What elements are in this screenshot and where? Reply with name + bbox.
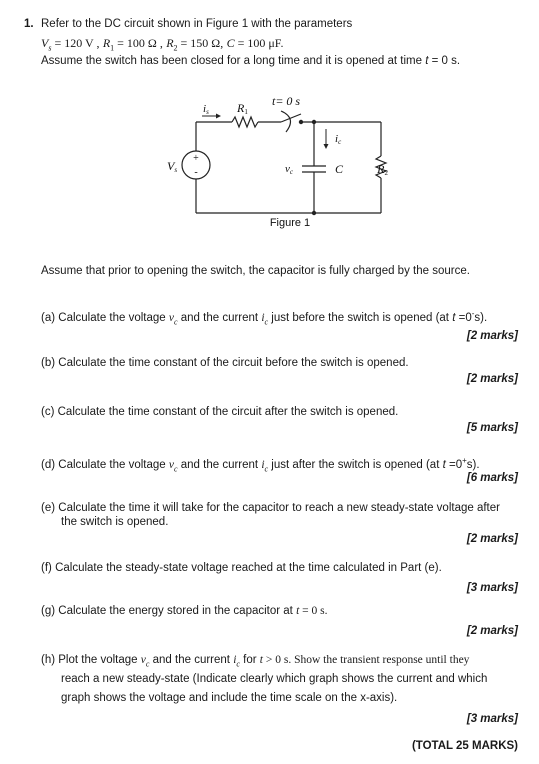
part-h-marks: [3 marks] bbox=[466, 713, 518, 725]
param-r2-value: = 150 Ω, bbox=[177, 36, 224, 50]
part-d-marks: [6 marks] bbox=[466, 472, 518, 484]
figure-caption: Figure 1 bbox=[269, 217, 311, 229]
part-h-line2: reach a new steady-state (Indicate clearly which graph shows the current and which bbox=[61, 673, 488, 685]
part-f-marks: [3 marks] bbox=[466, 582, 518, 594]
param-c-value: = 100 μF. bbox=[234, 36, 284, 50]
part-g: (g) Calculate the energy stored in the capacitor at t = 0 s. bbox=[41, 605, 328, 617]
part-b-label: (b) bbox=[41, 357, 56, 369]
part-c: (c) Calculate the time constant of the circuit after the switch is opened. bbox=[41, 406, 399, 418]
question-intro: Refer to the DC circuit shown in Figure 1 with the parameters bbox=[41, 18, 353, 30]
circuit-figure bbox=[150, 90, 390, 235]
prior-assumption: Assume that prior to opening the switch, the capacitor is fully charged by the source. bbox=[41, 265, 470, 277]
ic-label: ic bbox=[335, 133, 342, 146]
part-b-marks: [2 marks] bbox=[466, 373, 518, 385]
resistor-r1 bbox=[232, 117, 258, 127]
part-c-label: (c) bbox=[41, 406, 55, 418]
ic-arrow-head bbox=[324, 144, 329, 149]
part-a-marks: [2 marks] bbox=[466, 330, 518, 342]
part-d-label: (d) bbox=[41, 458, 56, 471]
vs-label: Vs bbox=[167, 159, 178, 174]
switch-time-label: t= 0 s bbox=[272, 94, 301, 108]
part-a: (a) Calculate the voltage $v_c$ and the current $i_c$ just before the switch is opened (at t =0-s). bbox=[41, 309, 488, 327]
r2-label: R2 bbox=[377, 162, 388, 177]
part-e-marks: [2 marks] bbox=[466, 533, 518, 545]
part-d: (d) Calculate the voltage $v_c$ and the current $i_c$ just after the switch is opened (at t =0+s). bbox=[41, 456, 480, 474]
question-number: 1. bbox=[24, 18, 34, 30]
part-a-label: (a) bbox=[41, 311, 56, 324]
top-junction-node bbox=[312, 120, 316, 124]
is-arrow-head bbox=[216, 114, 221, 119]
part-g-label: (g) bbox=[41, 605, 56, 617]
part-h: (h) Plot the voltage $v_c$ and the current $i_c$ for t > 0 s. Show the transient response until they bbox=[41, 654, 470, 669]
vc-label: vc bbox=[285, 163, 293, 176]
c-label: C bbox=[335, 162, 344, 176]
param-vs-value: = 120 V , bbox=[51, 36, 100, 50]
param-r1-value: = 100 Ω , bbox=[114, 36, 163, 50]
part-g-marks: [2 marks] bbox=[466, 625, 518, 637]
is-label: is bbox=[203, 103, 209, 116]
switch-assumption: Assume the switch has been closed for a long time and it is opened at time t = 0 s. bbox=[41, 55, 461, 67]
part-c-marks: [5 marks] bbox=[466, 422, 518, 434]
param-c: C bbox=[226, 36, 235, 50]
source-plus-sign: + bbox=[193, 153, 199, 164]
switch-contact-node bbox=[299, 120, 303, 124]
part-e-label: (e) bbox=[41, 502, 56, 514]
total-marks: (TOTAL 25 MARKS) bbox=[411, 740, 518, 752]
source-minus-sign: - bbox=[194, 167, 198, 178]
bottom-junction-node bbox=[312, 211, 316, 215]
part-f-label: (f) bbox=[41, 562, 52, 574]
part-e-line2: the switch is opened. bbox=[61, 516, 169, 528]
param-r2: $R_2$ bbox=[166, 36, 178, 53]
part-b: (b) Calculate the time constant of the circuit before the switch is opened. bbox=[41, 357, 409, 369]
param-vs: $V_s$ bbox=[41, 36, 52, 53]
r1-label: R1 bbox=[237, 101, 248, 116]
param-r1: $R_1$ bbox=[102, 36, 115, 53]
parameter-line bbox=[41, 36, 284, 52]
part-h-label: (h) bbox=[41, 654, 56, 666]
part-h-line3: graph shows the voltage and include the time scale on the x-axis). bbox=[61, 692, 398, 704]
part-f: (f) Calculate the steady-state voltage reached at the time calculated in Part (e). bbox=[41, 562, 442, 574]
part-e: (e) Calculate the time it will take for the capacitor to reach a new steady-state voltage after bbox=[41, 502, 500, 514]
